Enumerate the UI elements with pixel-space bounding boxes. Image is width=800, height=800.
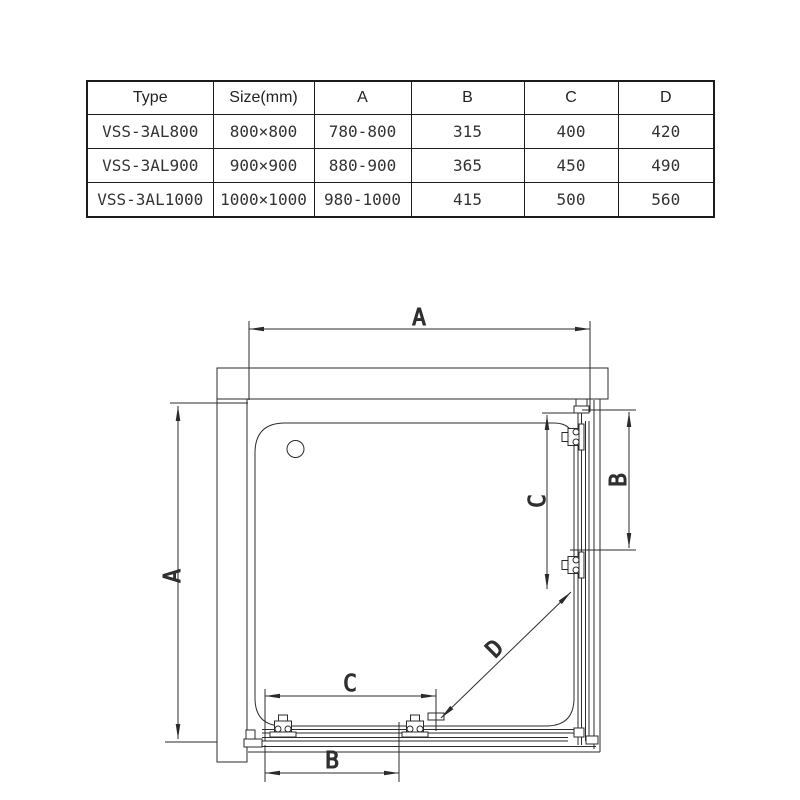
col-header-size: Size(mm): [213, 81, 314, 115]
cell-type: VSS-3AL900: [87, 149, 213, 183]
dim-label-c-right: C: [525, 494, 551, 508]
cell-d: 420: [618, 115, 714, 149]
col-header-type: Type: [87, 81, 213, 115]
cell-d: 560: [618, 183, 714, 218]
cell-b: 365: [411, 149, 524, 183]
col-header-b: B: [411, 81, 524, 115]
roller-bracket: [562, 552, 584, 578]
cell-type: VSS-3AL800: [87, 115, 213, 149]
cell-size: 900×900: [213, 149, 314, 183]
cell-size: 1000×1000: [213, 183, 314, 218]
wall-profile-bracket: [576, 399, 587, 406]
corner-hardware: [586, 736, 598, 744]
col-header-c: C: [524, 81, 618, 115]
cell-c: 450: [524, 149, 618, 183]
cell-c: 400: [524, 115, 618, 149]
roller-bracket: [562, 424, 584, 450]
cell-d: 490: [618, 149, 714, 183]
dim-label-b-bottom: B: [325, 748, 339, 774]
dimension-d: [441, 592, 571, 718]
dimension-a-top: [249, 305, 590, 412]
dim-label-d: D: [480, 634, 510, 664]
cell-size: 800×800: [213, 115, 314, 149]
corner-hardware: [574, 728, 584, 737]
corner-profile-bracket: [244, 739, 262, 747]
cell-a: 980-1000: [314, 183, 411, 218]
cell-a: 880-900: [314, 149, 411, 183]
col-header-d: D: [618, 81, 714, 115]
shower-tray: [255, 423, 574, 726]
col-header-a: A: [314, 81, 411, 115]
dim-label-a-top: A: [412, 305, 426, 331]
top-wall: [217, 368, 608, 399]
cell-b: 315: [411, 115, 524, 149]
cell-c: 500: [524, 183, 618, 218]
side-wall: [217, 399, 247, 762]
dim-label-c-bottom: C: [343, 671, 357, 697]
cell-b: 415: [411, 183, 524, 218]
cell-a: 780-800: [314, 115, 411, 149]
corner-profile-bracket: [246, 730, 255, 739]
cell-type: VSS-3AL1000: [87, 183, 213, 218]
right-door-panel: [574, 399, 600, 752]
dim-label-b-right: B: [606, 473, 632, 487]
drain-icon: [287, 441, 304, 458]
dim-label-a-left: A: [160, 569, 186, 583]
dimension-a-left: [160, 403, 248, 742]
